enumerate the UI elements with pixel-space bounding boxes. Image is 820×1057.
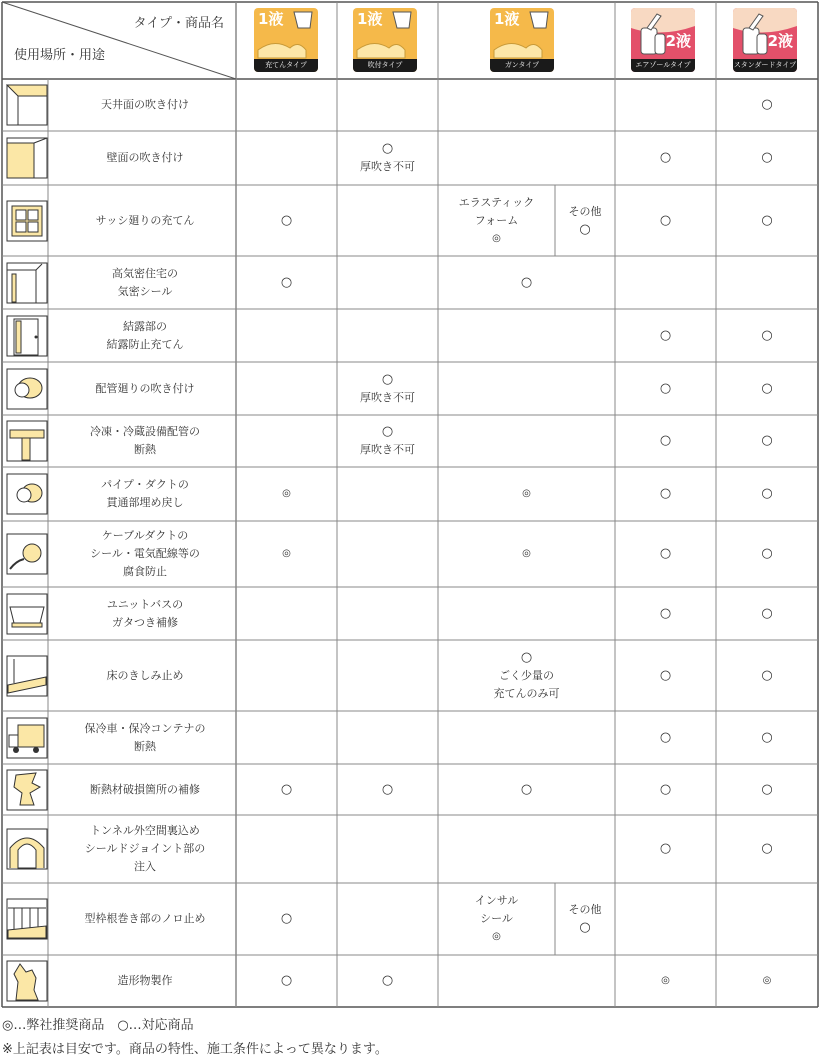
usage-label xyxy=(54,711,236,764)
cell-aerosol-type xyxy=(615,415,716,467)
supported-mark: ○ xyxy=(659,327,672,343)
recommended-mark: ◎ xyxy=(661,975,670,986)
cell-gun-type xyxy=(438,815,615,883)
cell-spray-type xyxy=(337,521,438,587)
usage-label-line: ガタつき補修 xyxy=(112,615,178,629)
cell-spray-type xyxy=(337,640,438,711)
usage-label-line: 注入 xyxy=(134,860,156,873)
cell-gun-type xyxy=(438,640,615,711)
supported-mark: ○ xyxy=(280,274,293,290)
cell-gun-type xyxy=(438,256,615,309)
supported-mark: ○ xyxy=(761,433,773,448)
cell-standard-type xyxy=(716,883,818,955)
usage-label-line: 冷凍・冷蔵設備配管の xyxy=(90,425,200,438)
usage-label-line: パイプ・ダクトの xyxy=(101,478,189,491)
cell-fill-type xyxy=(236,587,337,640)
usage-label-line: シールドジョイント部の xyxy=(84,842,206,855)
usage-label-line: 結露部の xyxy=(123,319,167,333)
cell-standard-type xyxy=(716,256,818,309)
cell-spray-type xyxy=(337,309,438,362)
cell-gun-type-other xyxy=(555,185,615,256)
cell-gun-type xyxy=(438,467,615,521)
cell-standard-type xyxy=(716,955,818,1007)
insulation-repair-icon xyxy=(6,769,48,811)
usage-label-line: シール・電気配線等の xyxy=(90,547,200,560)
cell-standard-type xyxy=(716,587,818,640)
cable-icon xyxy=(6,533,48,575)
truck-icon xyxy=(6,717,48,759)
formwork-icon xyxy=(6,898,48,940)
product-type-label: 充てんタイプ xyxy=(254,59,318,72)
usage-label xyxy=(54,131,236,185)
condensation-icon xyxy=(6,315,48,357)
cell-spray-type xyxy=(337,815,438,883)
supported-mark: ○ xyxy=(761,605,773,621)
refrigeration-pipe-icon xyxy=(6,420,48,462)
cell-aerosol-type xyxy=(615,131,716,185)
cell-aerosol-type xyxy=(615,362,716,415)
cell-aerosol-type xyxy=(615,309,716,362)
cell-gun-type xyxy=(438,711,615,764)
cell-standard-type xyxy=(716,467,818,521)
usage-label xyxy=(54,883,236,955)
usage-label-line: 貫通部埋め戻し xyxy=(106,496,184,509)
cell-standard-type xyxy=(716,711,818,764)
recommended-mark: ◎ xyxy=(282,548,291,559)
cell-aerosol-type xyxy=(615,185,716,256)
cell-fill-type xyxy=(236,467,337,521)
recommended-mark: ◎ xyxy=(522,488,531,499)
cell-standard-type xyxy=(716,415,818,467)
usage-label xyxy=(54,955,236,1007)
cell-note: その他 xyxy=(568,903,602,916)
cell-note: 厚吹き不可 xyxy=(360,443,415,456)
recommended-mark: ◎ xyxy=(492,931,501,942)
cell-spray-type xyxy=(337,711,438,764)
type-header: タイプ・商品名 xyxy=(133,16,224,31)
cell-standard-type xyxy=(716,815,818,883)
liquid-count: 1液 xyxy=(258,10,284,28)
supported-mark: ○ xyxy=(659,781,672,797)
cell-fill-type xyxy=(236,309,337,362)
cell-gun-type xyxy=(438,309,615,362)
supported-mark: ○ xyxy=(381,973,394,988)
liquid-count: 2液 xyxy=(767,32,793,50)
wall-icon xyxy=(6,137,48,179)
cell-aerosol-type xyxy=(615,815,716,883)
liquid-count: 1液 xyxy=(494,10,520,28)
supported-mark: ○ xyxy=(280,973,293,988)
supported-mark: ○ xyxy=(381,371,394,387)
cell-spray-type xyxy=(337,79,438,131)
cell-aerosol-type xyxy=(615,883,716,955)
cell-gun-type xyxy=(438,362,615,415)
recommended-mark: ◎ xyxy=(762,975,772,986)
tunnel-icon xyxy=(6,828,48,870)
usage-header: 使用場所・用途 xyxy=(14,48,106,63)
cell-spray-type xyxy=(337,587,438,640)
product-type-label: エアゾールタイプ xyxy=(631,59,695,72)
usage-label-line: 断熱材破損箇所の補修 xyxy=(90,782,200,796)
supported-mark: ○ xyxy=(659,546,672,561)
cell-aerosol-type xyxy=(615,764,716,815)
cell-fill-type xyxy=(236,185,337,256)
supported-mark: ○ xyxy=(761,486,773,501)
pipe-icon xyxy=(6,368,48,410)
usage-label-line: 結露防止充てん xyxy=(106,337,184,351)
cell-fill-type xyxy=(236,955,337,1007)
recommended-mark: ◎ xyxy=(522,548,531,559)
cell-fill-type xyxy=(236,764,337,815)
usage-label xyxy=(54,640,236,711)
product-type-label: スタンダードタイプ xyxy=(733,59,797,72)
sash-icon xyxy=(6,200,48,242)
cell-fill-type xyxy=(236,883,337,955)
cell-gun-type xyxy=(438,415,615,467)
cell-fill-type xyxy=(236,362,337,415)
usage-label xyxy=(54,467,236,521)
usage-label-line: 壁面の吹き付け xyxy=(106,151,184,164)
cell-note: 厚吹き不可 xyxy=(360,390,415,404)
supported-mark: ○ xyxy=(761,380,773,396)
cell-spray-type xyxy=(337,256,438,309)
product-type-label: 吹付タイプ xyxy=(353,59,417,72)
supported-mark: ○ xyxy=(659,841,672,856)
cell-aerosol-type xyxy=(615,521,716,587)
supported-mark: ○ xyxy=(659,433,672,448)
product-badge-5 xyxy=(733,8,797,72)
cell-aerosol-type xyxy=(615,711,716,764)
supported-mark: ○ xyxy=(761,729,773,745)
cell-fill-type xyxy=(236,79,337,131)
supported-mark: ○ xyxy=(280,781,293,797)
footnote: ※上記表は目安です。商品の特性、施工条件によって異なります。 xyxy=(2,1042,388,1057)
cell-standard-type xyxy=(716,131,818,185)
liquid-count: 2液 xyxy=(665,32,691,50)
cell-spray-type xyxy=(337,415,438,467)
usage-label xyxy=(54,309,236,362)
usage-label-line: ユニットバスの xyxy=(106,597,184,611)
bath-icon xyxy=(6,593,48,635)
liquid-count: 1液 xyxy=(357,10,383,28)
cell-spray-type xyxy=(337,185,438,256)
cell-note: エラスティック xyxy=(458,195,535,209)
cell-standard-type xyxy=(716,185,818,256)
usage-label-line: 天井面の吹き付け xyxy=(101,98,189,111)
cell-note: ごく少量の xyxy=(499,668,554,682)
cell-spray-type xyxy=(337,131,438,185)
product-type-label: ガンタイプ xyxy=(490,59,554,72)
supported-mark: ○ xyxy=(280,212,293,228)
usage-label-line: 断熱 xyxy=(134,739,156,753)
cell-note: フォーム xyxy=(474,213,519,227)
cell-spray-type xyxy=(337,883,438,955)
cell-spray-type xyxy=(337,467,438,521)
cell-gun-type-product xyxy=(438,883,555,955)
usage-label-line: ケーブルダクトの xyxy=(101,529,189,542)
supported-mark: ○ xyxy=(659,150,672,165)
cell-fill-type xyxy=(236,256,337,309)
ceiling-icon xyxy=(6,84,48,126)
cell-note: 充てんのみ可 xyxy=(493,686,560,700)
usage-label xyxy=(54,362,236,415)
cell-gun-type xyxy=(438,587,615,640)
duct-icon xyxy=(6,473,48,515)
supported-mark: ○ xyxy=(659,212,672,228)
cell-note: その他 xyxy=(568,204,602,218)
product-badge-1 xyxy=(254,8,318,72)
sculpture-icon xyxy=(6,960,48,1002)
recommended-mark: ◎ xyxy=(492,232,501,244)
cell-standard-type xyxy=(716,309,818,362)
usage-label-line: トンネル外空間裏込め xyxy=(90,824,200,837)
usage-label-line: 腐食防止 xyxy=(123,565,167,578)
cell-aerosol-type xyxy=(615,79,716,131)
usage-label-line: 断熱 xyxy=(134,443,156,456)
supported-mark: ○ xyxy=(280,911,293,926)
supported-mark: ○ xyxy=(579,920,591,935)
supported-mark: ○ xyxy=(761,781,773,797)
usage-label-line: サッシ廻りの充てん xyxy=(95,213,195,227)
supported-mark: ○ xyxy=(761,546,773,561)
cell-fill-type xyxy=(236,815,337,883)
usage-label-line: 型枠根巻き部のノロ止め xyxy=(84,912,206,925)
usage-label xyxy=(54,79,236,131)
usage-label xyxy=(54,185,236,256)
recommended-mark: ◎ xyxy=(282,488,291,499)
usage-label-line: 造形物製作 xyxy=(117,974,173,987)
supported-mark: ○ xyxy=(761,212,773,228)
cell-standard-type xyxy=(716,79,818,131)
supported-mark: ○ xyxy=(761,841,773,856)
supported-mark: ○ xyxy=(659,729,672,745)
cell-standard-type xyxy=(716,640,818,711)
usage-label xyxy=(54,256,236,309)
supported-mark: ○ xyxy=(381,424,394,439)
usage-label xyxy=(54,815,236,883)
cell-gun-type xyxy=(438,955,615,1007)
cell-gun-type-other xyxy=(555,883,615,955)
supported-mark: ○ xyxy=(659,667,672,683)
cell-fill-type xyxy=(236,640,337,711)
supported-mark: ○ xyxy=(761,327,773,343)
cell-gun-type-product xyxy=(438,185,555,256)
cell-fill-type xyxy=(236,521,337,587)
usage-label-line: 保冷車・保冷コンテナの xyxy=(84,721,206,735)
supported-mark: ○ xyxy=(381,141,394,156)
cell-aerosol-type xyxy=(615,587,716,640)
cell-note: シール xyxy=(480,912,513,925)
supported-mark: ○ xyxy=(659,486,672,501)
cell-fill-type xyxy=(236,131,337,185)
usage-label-line: 配管廻りの吹き付け xyxy=(95,381,195,395)
cell-aerosol-type xyxy=(615,640,716,711)
usage-label xyxy=(54,764,236,815)
cell-standard-type xyxy=(716,764,818,815)
cell-note: 厚吹き不可 xyxy=(360,160,415,173)
usage-label xyxy=(54,587,236,640)
usage-label-line: 床のきしみ止め xyxy=(106,668,184,682)
usage-label-line: 高気密住宅の xyxy=(112,266,178,280)
floor-icon xyxy=(6,655,48,697)
product-badge-3 xyxy=(490,8,554,72)
usage-label-line: 気密シール xyxy=(117,284,173,298)
cell-fill-type xyxy=(236,711,337,764)
cell-note: インサル xyxy=(474,894,519,907)
cell-fill-type xyxy=(236,415,337,467)
usage-label xyxy=(54,415,236,467)
cell-gun-type xyxy=(438,79,615,131)
cell-standard-type xyxy=(716,521,818,587)
cell-aerosol-type xyxy=(615,467,716,521)
supported-mark: ○ xyxy=(761,667,773,683)
product-badge-4 xyxy=(631,8,695,72)
supported-mark: ○ xyxy=(579,221,591,237)
supported-mark: ○ xyxy=(761,97,773,112)
supported-mark: ○ xyxy=(520,781,533,797)
cell-gun-type xyxy=(438,764,615,815)
supported-mark: ○ xyxy=(659,380,672,396)
cell-spray-type xyxy=(337,764,438,815)
supported-mark: ○ xyxy=(761,150,773,165)
cell-gun-type xyxy=(438,521,615,587)
supported-mark: ○ xyxy=(381,781,394,797)
supported-mark: ○ xyxy=(520,274,533,290)
supported-mark: ○ xyxy=(659,605,672,621)
supported-mark: ○ xyxy=(520,649,533,665)
product-badge-2 xyxy=(353,8,417,72)
cell-gun-type xyxy=(438,131,615,185)
airtight-icon xyxy=(6,262,48,304)
cell-spray-type xyxy=(337,955,438,1007)
cell-spray-type xyxy=(337,362,438,415)
cell-aerosol-type xyxy=(615,256,716,309)
legend: ◎…弊社推奨商品 ○…対応商品 xyxy=(2,1018,194,1033)
cell-aerosol-type xyxy=(615,955,716,1007)
usage-label xyxy=(54,521,236,587)
cell-standard-type xyxy=(716,362,818,415)
